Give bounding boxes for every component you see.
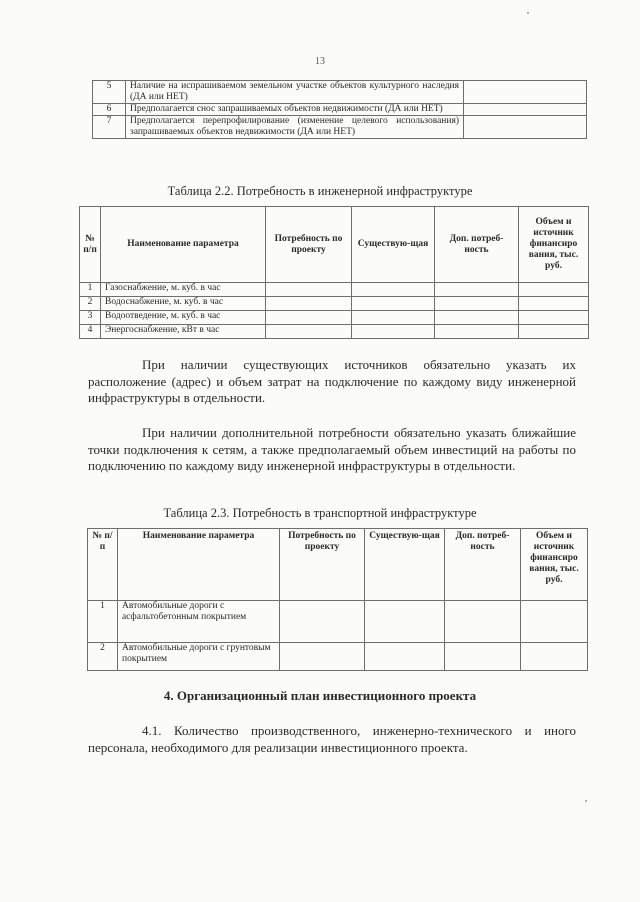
- cell-empty: [445, 643, 521, 671]
- row-text: Наличие на испрашиваемом земельном участке объектов культурного наследия (ДА или НЕТ): [126, 81, 464, 104]
- row-number: 1: [80, 283, 101, 297]
- header-num: № п/п: [88, 529, 118, 601]
- cell-empty: [519, 325, 589, 339]
- row-name: Энергоснабжение, кВт в час: [101, 325, 266, 339]
- cell-empty: [519, 283, 589, 297]
- cell-empty: [445, 601, 521, 643]
- page-number: 13: [315, 56, 325, 67]
- header-name: Наименование параметра: [101, 207, 266, 283]
- row-number: 6: [93, 104, 126, 116]
- cell-empty: [435, 311, 519, 325]
- table-2-3-caption: Таблица 2.3. Потребность в транспортной инфраструктуре: [163, 506, 477, 520]
- table-row: [93, 116, 587, 139]
- paragraph-existing-sources: При наличии существующих источников обязательно указать их расположение (адрес) и объем затрат на подключение по каждому виду инженерной инфраструктуры в отдельности.: [88, 357, 576, 406]
- cell-empty: [435, 283, 519, 297]
- table-row: [80, 325, 589, 339]
- scan-speck: [585, 800, 587, 802]
- cell-empty: [435, 325, 519, 339]
- table-row: [93, 81, 587, 104]
- cell-empty: [266, 311, 352, 325]
- cell-empty: [280, 643, 365, 671]
- table-2-3: [87, 528, 588, 671]
- table-header-row: [88, 529, 588, 601]
- row-name: Водоснабжение, м. куб. в час: [101, 297, 266, 311]
- table-row: [88, 601, 588, 643]
- row-name: Автомобильные дороги с асфальтобетонным покрытием: [118, 601, 280, 643]
- top-table: [92, 80, 587, 139]
- row-number: 2: [88, 643, 118, 671]
- row-name: Автомобильные дороги с грунтовым покрытием: [118, 643, 280, 671]
- cell-empty: [519, 311, 589, 325]
- row-number: 7: [93, 116, 126, 139]
- cell-empty: [352, 297, 435, 311]
- row-number: 1: [88, 601, 118, 643]
- row-number: 4: [80, 325, 101, 339]
- row-value: [464, 116, 587, 139]
- cell-empty: [266, 283, 352, 297]
- section-heading: 4. Организационный план инвестиционного проекта: [163, 688, 477, 703]
- table-row: [80, 311, 589, 325]
- cell-empty: [352, 325, 435, 339]
- cell-empty: [435, 297, 519, 311]
- row-number: 2: [80, 297, 101, 311]
- row-text: Предполагается снос запрашиваемых объектов недвижимости (ДА или НЕТ): [126, 104, 464, 116]
- cell-empty: [365, 643, 445, 671]
- cell-empty: [266, 325, 352, 339]
- cell-empty: [280, 601, 365, 643]
- table-row: [88, 643, 588, 671]
- row-value: [464, 104, 587, 116]
- paragraph-additional-needs: При наличии дополнительной потребности обязательно указать ближайшие точки подключения к сетям, а также предполагаемый объем инвестиций на работы по подключению по каждому виду инженерной инфраструктуры в отдельности.: [88, 425, 576, 474]
- header-existing: Существую-щая: [365, 529, 445, 601]
- header-need: Потребность по проекту: [280, 529, 365, 601]
- header-volume: Объем и источник финансиро вания, тыс. руб.: [521, 529, 588, 601]
- cell-empty: [352, 311, 435, 325]
- header-need: Потребность по проекту: [266, 207, 352, 283]
- row-number: 5: [93, 81, 126, 104]
- row-name: Газоснабжение, м. куб. в час: [101, 283, 266, 297]
- cell-empty: [519, 297, 589, 311]
- table-row: [93, 104, 587, 116]
- cell-empty: [521, 643, 588, 671]
- cell-empty: [352, 283, 435, 297]
- header-additional: Доп. потреб-ность: [435, 207, 519, 283]
- header-existing: Существую-щая: [352, 207, 435, 283]
- header-name: Наименование параметра: [118, 529, 280, 601]
- header-additional: Доп. потреб-ность: [445, 529, 521, 601]
- row-number: 3: [80, 311, 101, 325]
- row-text: Предполагается перепрофилирование (изменение целевого использования) запрашиваемых объектов недвижимости (ДА или НЕТ): [126, 116, 464, 139]
- row-name: Водоотведение, м. куб. в час: [101, 311, 266, 325]
- scan-speck: [527, 12, 529, 14]
- paragraph-personnel: 4.1. Количество производственного, инженерно-технического и иного персонала, необходимого для реализации инвестиционного проекта.: [88, 723, 576, 755]
- table-row: [80, 297, 589, 311]
- table-2-2: [79, 206, 589, 339]
- header-volume: Объем и источник финансиро вания, тыс. руб.: [519, 207, 589, 283]
- table-row: [80, 283, 589, 297]
- header-num: № п/п: [80, 207, 101, 283]
- table-2-2-caption: Таблица 2.2. Потребность в инженерной инфраструктуре: [167, 184, 473, 198]
- table-header-row: [80, 207, 589, 283]
- row-value: [464, 81, 587, 104]
- cell-empty: [521, 601, 588, 643]
- cell-empty: [266, 297, 352, 311]
- cell-empty: [365, 601, 445, 643]
